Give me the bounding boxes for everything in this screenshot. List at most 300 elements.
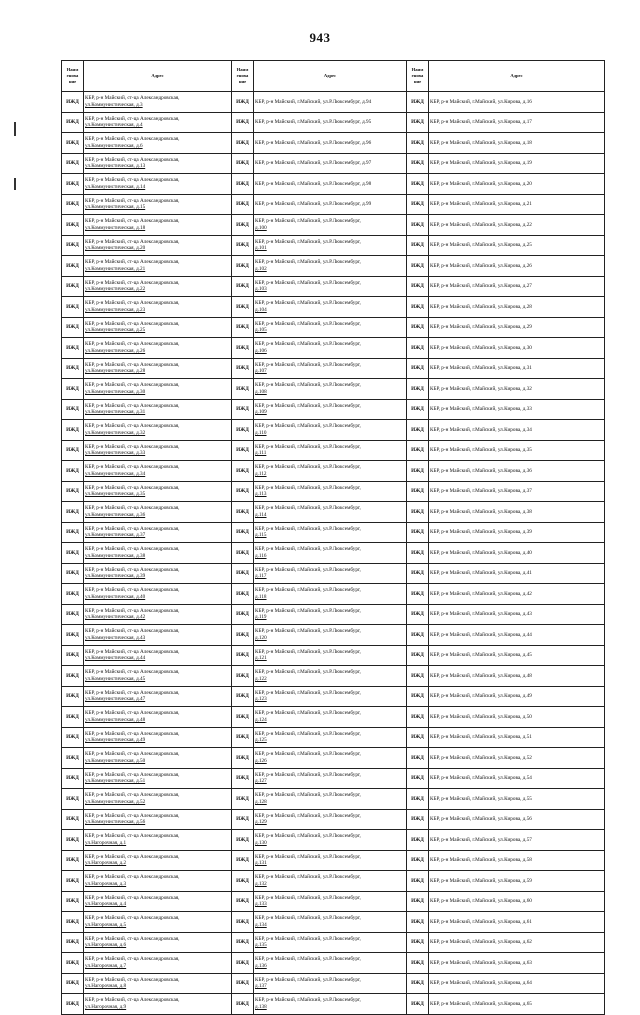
address-line-2: д.129 [255, 819, 267, 826]
address-cell [429, 789, 605, 810]
address-line-2: ул.Нагорочная, д.8 [85, 983, 127, 990]
address-cell [84, 563, 232, 584]
address-cell [84, 92, 232, 113]
property-type-cell: ИЖД [232, 317, 254, 338]
address-cell [254, 748, 407, 769]
property-type-cell: ИЖД [62, 727, 84, 748]
address-cell [84, 645, 232, 666]
address-cell [429, 973, 605, 994]
address-cell [84, 399, 232, 420]
property-type-cell: ИЖД [232, 297, 254, 318]
address-line-1: КБР, р-н Майский, г.Майский, ул.Кирова, д.34 [430, 426, 532, 433]
address-line-1: КБР, р-н Майский, г.Майский, ул.Р.Люксембург, [255, 341, 361, 348]
address-line-2: ул.Нагорочная, д.4 [85, 901, 127, 908]
address-line-1: КБР, р-н Майский, г.Майский, ул.Кирова, д.21 [430, 201, 532, 207]
address-cell [84, 584, 232, 605]
address-cell [429, 194, 605, 215]
address-line-1: КБР, р-н Майский, г.Майский, ул.Кирова, д.50 [430, 713, 532, 720]
address-line-1: КБР, р-н Майский, г.Майский, ул.Р.Люксембург, [255, 874, 361, 881]
address-line-2: ул.Коммунистическая, д.34 [85, 470, 146, 477]
property-type-cell: ИЖД [407, 891, 429, 912]
address-cell [84, 686, 232, 707]
address-cell [429, 461, 605, 482]
address-line-1: КБР, р-н Майский, г.Майский, ул.Р.Люксембург, [255, 238, 361, 245]
address-line-1: КБР, р-н Майский, г.Майский, ул.Р.Люксембург, [255, 689, 361, 696]
address-cell [254, 645, 407, 666]
property-type-cell: ИЖД [232, 461, 254, 482]
address-cell [254, 522, 407, 543]
property-type-cell: ИЖД [407, 645, 429, 666]
address-line-1: КБР, р-н Майский, г.Майский, ул.Кирова, д.18 [430, 139, 532, 146]
address-line-2: д.137 [255, 983, 267, 990]
property-type-cell: ИЖД [407, 973, 429, 994]
property-type-cell: ИЖД [407, 297, 429, 318]
address-cell [254, 481, 407, 502]
property-type-cell: ИЖД [62, 543, 84, 564]
address-cell [84, 543, 232, 564]
address-line-1: КБР, р-н Майский, ст-ца Александровская, [85, 566, 180, 573]
address-line-1: КБР, р-н Майский, г.Майский, ул.Кирова, д.60 [430, 898, 532, 904]
address-line-1: КБР, р-н Майский, ст-ца Александровская, [85, 669, 180, 676]
address-cell [84, 153, 232, 174]
address-line-2: ул.Коммунистическая, д.36 [85, 511, 146, 518]
address-cell [429, 932, 605, 953]
address-line-2: д.109 [255, 409, 267, 416]
address-line-1: КБР, р-н Майский, г.Майский, ул.Кирова, д.45 [430, 652, 532, 658]
table-row [62, 891, 605, 912]
address-line-1: КБР, р-н Майский, г.Майский, ул.Р.Люксембург, д.99 [255, 201, 372, 207]
property-type-cell: ИЖД [62, 625, 84, 646]
address-cell [84, 502, 232, 523]
address-line-1: КБР, р-н Майский, ст-ца Александровская, [85, 730, 180, 737]
address-line-2: д.105 [255, 327, 267, 334]
address-cell [254, 563, 407, 584]
address-line-2: д.110 [255, 429, 267, 436]
address-cell [84, 727, 232, 748]
address-line-1: КБР, р-н Майский, ст-ца Александровская, [85, 505, 180, 512]
address-cell [429, 399, 605, 420]
table-row [62, 584, 605, 605]
address-line-2: ул.Коммунистическая, д.22 [85, 286, 146, 293]
property-type-cell: ИЖД [407, 338, 429, 359]
property-type-cell: ИЖД [407, 358, 429, 379]
address-cell [429, 768, 605, 789]
property-type-cell: ИЖД [407, 707, 429, 728]
address-line-2: ул.Нагорочная, д.6 [85, 942, 127, 949]
address-line-2: ул.Нагорочная, д.5 [85, 921, 127, 928]
address-line-2: д.130 [255, 839, 267, 846]
address-line-2: д.102 [255, 265, 267, 272]
address-cell [429, 912, 605, 933]
address-cell [84, 707, 232, 728]
address-line-2: д.125 [255, 737, 267, 744]
property-type-cell: ИЖД [407, 563, 429, 584]
property-type-cell: ИЖД [62, 871, 84, 892]
property-type-cell: ИЖД [407, 215, 429, 236]
address-cell [254, 235, 407, 256]
property-type-cell: ИЖД [232, 235, 254, 256]
address-line-2: ул.Коммунистическая, д.51 [85, 778, 146, 785]
property-type-cell: ИЖД [232, 727, 254, 748]
property-type-cell: ИЖД [62, 153, 84, 174]
address-cell [84, 256, 232, 277]
address-cell [254, 174, 407, 195]
address-line-2: ул.Коммунистическая, д.32 [85, 429, 146, 436]
address-line-2: ул.Коммунистическая, д.18 [85, 224, 146, 231]
property-type-cell: ИЖД [407, 112, 429, 133]
address-line-1: КБР, р-н Майский, г.Майский, ул.Кирова, д.63 [430, 959, 532, 966]
address-line-2: д.113 [255, 491, 267, 498]
address-line-1: КБР, р-н Майский, г.Майский, ул.Кирова, д.48 [430, 672, 532, 679]
property-type-cell: ИЖД [62, 317, 84, 338]
address-line-1: КБР, р-н Майский, ст-ца Александровская, [85, 361, 180, 368]
property-type-cell: ИЖД [407, 768, 429, 789]
address-line-1: КБР, р-н Майский, ст-ца Александровская, [85, 894, 180, 901]
page-number [0, 30, 640, 46]
property-type-cell: ИЖД [232, 133, 254, 154]
property-type-cell: ИЖД [62, 604, 84, 625]
address-line-1: КБР, р-н Майский, г.Майский, ул.Кирова, д.51 [430, 734, 532, 740]
address-cell [429, 297, 605, 318]
address-line-1: КБР, р-н Майский, г.Майский, ул.Кирова, д.25 [430, 242, 532, 248]
address-line-1: КБР, р-н Майский, г.Майский, ул.Р.Люксембург, [255, 259, 361, 266]
property-type-cell: ИЖД [62, 276, 84, 297]
table-row [62, 358, 605, 379]
address-line-2: ул.Коммунистическая, д.21 [85, 265, 146, 272]
property-type-cell: ИЖД [62, 830, 84, 851]
address-cell [429, 850, 605, 871]
address-line-2: ул.Коммунистическая, д.28 [85, 368, 146, 375]
address-line-1: КБР, р-н Майский, ст-ца Александровская, [85, 833, 180, 840]
address-line-1: КБР, р-н Майский, г.Майский, ул.Р.Люксембург, [255, 997, 361, 1004]
address-line-1: КБР, р-н Майский, г.Майский, ул.Р.Люксембург, д.98 [255, 180, 372, 187]
address-cell [254, 727, 407, 748]
table-row [62, 440, 605, 461]
table-row [62, 789, 605, 810]
address-line-1: КБР, р-н Майский, ст-ца Александровская, [85, 136, 180, 143]
address-line-1: КБР, р-н Майский, ст-ца Александровская, [85, 771, 180, 778]
address-line-1: КБР, р-н Майский, г.Майский, ул.Р.Люксембург, [255, 751, 361, 758]
address-cell [84, 768, 232, 789]
address-line-2: д.131 [255, 860, 267, 867]
address-cell [84, 358, 232, 379]
property-type-cell: ИЖД [62, 686, 84, 707]
address-line-2: ул.Коммунистическая, д.45 [85, 675, 146, 682]
table-row [62, 645, 605, 666]
property-type-cell: ИЖД [407, 379, 429, 400]
property-type-cell: ИЖД [232, 953, 254, 974]
address-line-1: КБР, р-н Майский, г.Майский, ул.Кирова, д.17 [430, 119, 532, 125]
property-type-cell: ИЖД [232, 686, 254, 707]
property-type-cell: ИЖД [62, 235, 84, 256]
address-line-1: КБР, р-н Майский, ст-ца Александровская, [85, 956, 180, 963]
address-cell [254, 461, 407, 482]
address-cell [84, 235, 232, 256]
address-cell [429, 440, 605, 461]
address-line-2: ул.Коммунистическая, д.37 [85, 532, 146, 539]
address-line-2: д.108 [255, 388, 267, 395]
address-line-1: КБР, р-н Майский, г.Майский, ул.Р.Люксембург, [255, 402, 361, 409]
property-type-cell: ИЖД [232, 563, 254, 584]
address-cell [84, 789, 232, 810]
address-line-2: д.107 [255, 368, 267, 375]
address-line-1: КБР, р-н Майский, ст-ца Александровская, [85, 156, 180, 163]
address-line-1: КБР, р-н Майский, г.Майский, ул.Кирова, д.42 [430, 590, 532, 597]
address-line-2: д.114 [255, 511, 267, 518]
property-type-cell: ИЖД [232, 338, 254, 359]
address-line-1: КБР, р-н Майский, г.Майский, ул.Р.Люксембург, [255, 894, 361, 901]
property-type-cell: ИЖД [232, 502, 254, 523]
address-cell [429, 420, 605, 441]
address-cell [84, 912, 232, 933]
table-row [62, 563, 605, 584]
address-line-1: КБР, р-н Майский, ст-ца Александровская, [85, 628, 180, 635]
address-line-1: КБР, р-н Майский, ст-ца Александровская, [85, 607, 180, 614]
property-type-cell: ИЖД [232, 645, 254, 666]
address-line-2: ул.Коммунистическая, д.26 [85, 347, 146, 354]
address-line-1: КБР, р-н Майский, г.Майский, ул.Р.Люксембург, д.96 [255, 139, 372, 146]
address-line-2: д.127 [255, 778, 267, 785]
property-type-cell: ИЖД [232, 584, 254, 605]
table-row [62, 235, 605, 256]
table-row [62, 953, 605, 974]
address-cell [429, 317, 605, 338]
address-cell [429, 809, 605, 830]
table-row [62, 133, 605, 154]
address-cell [429, 645, 605, 666]
property-type-cell: ИЖД [62, 809, 84, 830]
table-row [62, 604, 605, 625]
address-line-1: КБР, р-н Майский, г.Майский, ул.Кирова, д.39 [430, 529, 532, 535]
property-type-cell: ИЖД [407, 850, 429, 871]
address-line-2: д.132 [255, 880, 267, 887]
address-line-2: ул.Коммунистическая, д.44 [85, 655, 146, 662]
table-row [62, 461, 605, 482]
address-line-1: КБР, р-н Майский, г.Майский, ул.Кирова, д.35 [430, 447, 532, 453]
table-row [62, 973, 605, 994]
property-type-cell: ИЖД [407, 153, 429, 174]
address-cell [429, 871, 605, 892]
address-line-1: КБР, р-н Майский, г.Майский, ул.Р.Люксембург, [255, 587, 361, 594]
address-cell [254, 276, 407, 297]
table-row [62, 153, 605, 174]
address-line-2: ул.Коммунистическая, д.6 [85, 142, 143, 149]
address-cell [429, 584, 605, 605]
address-cell [84, 604, 232, 625]
property-type-cell: ИЖД [407, 727, 429, 748]
address-line-2: ул.Коммунистическая, д.42 [85, 614, 146, 621]
property-type-cell: ИЖД [407, 748, 429, 769]
address-line-1: КБР, р-н Майский, ст-ца Александровская, [85, 997, 180, 1004]
table-row [62, 994, 605, 1015]
address-line-2: ул.Коммунистическая, д.48 [85, 716, 146, 723]
property-type-cell: ИЖД [407, 953, 429, 974]
address-line-1: КБР, р-н Майский, г.Майский, ул.Р.Люксембург, [255, 525, 361, 532]
address-line-1: КБР, р-н Майский, ст-ца Александровская, [85, 484, 180, 491]
address-cell [429, 133, 605, 154]
column-header-type: Наим енова ние [407, 61, 429, 92]
property-type-cell: ИЖД [232, 891, 254, 912]
property-type-cell: ИЖД [62, 481, 84, 502]
address-line-1: КБР, р-н Майский, ст-ца Александровская, [85, 935, 180, 942]
address-line-1: КБР, р-н Майский, г.Майский, ул.Кирова, д.29 [430, 324, 532, 330]
property-type-cell: ИЖД [62, 461, 84, 482]
address-line-2: д.133 [255, 901, 267, 908]
table-row [62, 502, 605, 523]
property-type-cell: ИЖД [62, 563, 84, 584]
address-line-2: ул.Коммунистическая, д.43 [85, 634, 146, 641]
address-line-1: КБР, р-н Майский, ст-ца Александровская, [85, 546, 180, 553]
property-type-cell: ИЖД [232, 358, 254, 379]
property-type-cell: ИЖД [407, 830, 429, 851]
property-type-cell: ИЖД [232, 420, 254, 441]
property-type-cell: ИЖД [407, 666, 429, 687]
address-cell [429, 953, 605, 974]
address-cell [429, 92, 605, 113]
address-line-1: КБР, р-н Майский, г.Майский, ул.Р.Люксембург, [255, 607, 361, 614]
property-type-cell: ИЖД [62, 707, 84, 728]
property-type-cell: ИЖД [62, 358, 84, 379]
address-line-1: КБР, р-н Майский, г.Майский, ул.Кирова, д.62 [430, 939, 532, 945]
address-line-2: ул.Коммунистическая, д.15 [85, 204, 146, 211]
address-line-2: ул.Коммунистическая, д.3 [85, 101, 143, 108]
address-cell [429, 830, 605, 851]
property-type-cell: ИЖД [232, 440, 254, 461]
address-cell [429, 358, 605, 379]
address-line-1: КБР, р-н Майский, г.Майский, ул.Р.Люксембург, [255, 853, 361, 860]
address-cell [84, 420, 232, 441]
address-cell [84, 379, 232, 400]
address-cell [429, 276, 605, 297]
address-cell [254, 133, 407, 154]
address-line-1: КБР, р-н Майский, ст-ца Александровская, [85, 464, 180, 471]
address-line-1: КБР, р-н Майский, г.Майский, ул.Кирова, д.44 [430, 631, 532, 638]
property-type-cell: ИЖД [407, 174, 429, 195]
address-line-1: КБР, р-н Майский, ст-ца Александровская, [85, 689, 180, 696]
property-type-cell: ИЖД [232, 768, 254, 789]
property-type-cell: ИЖД [407, 686, 429, 707]
address-cell [254, 830, 407, 851]
property-type-cell: ИЖД [232, 912, 254, 933]
table-row [62, 92, 605, 113]
table-row [62, 932, 605, 953]
address-cell [84, 133, 232, 154]
address-cell [429, 686, 605, 707]
property-type-cell: ИЖД [62, 522, 84, 543]
table-row [62, 850, 605, 871]
address-line-1: КБР, р-н Майский, ст-ца Александровская, [85, 874, 180, 881]
table-row [62, 727, 605, 748]
address-line-1: КБР, р-н Майский, г.Майский, ул.Кирова, д.58 [430, 857, 532, 863]
table-row [62, 276, 605, 297]
address-cell [429, 522, 605, 543]
address-cell [84, 748, 232, 769]
address-cell [254, 850, 407, 871]
address-cell [84, 953, 232, 974]
address-cell [254, 194, 407, 215]
address-line-2: д.136 [255, 962, 267, 969]
address-cell [84, 338, 232, 359]
address-cell [254, 317, 407, 338]
address-line-2: д.126 [255, 757, 267, 764]
address-cell [254, 686, 407, 707]
address-line-1: КБР, р-н Майский, ст-ца Александровская, [85, 300, 180, 307]
address-cell [84, 625, 232, 646]
page-number-text: 943 [309, 30, 331, 45]
address-line-1: КБР, р-н Майский, ст-ца Александровская, [85, 341, 180, 348]
property-type-cell: ИЖД [407, 604, 429, 625]
table-row [62, 379, 605, 400]
address-line-2: д.138 [255, 1003, 267, 1010]
address-line-1: КБР, р-н Майский, г.Майский, ул.Кирова, д.22 [430, 221, 532, 228]
address-cell [254, 953, 407, 974]
address-line-2: д.117 [255, 573, 267, 580]
address-line-1: КБР, р-н Майский, ст-ца Александровская, [85, 915, 180, 922]
address-line-1: КБР, р-н Майский, г.Майский, ул.Кирова, д.49 [430, 693, 532, 699]
address-cell [254, 666, 407, 687]
address-line-1: КБР, р-н Майский, ст-ца Александровская, [85, 792, 180, 799]
address-cell [254, 379, 407, 400]
address-line-2: ул.Коммунистическая, д.4 [85, 122, 143, 129]
property-type-cell: ИЖД [407, 481, 429, 502]
property-type-cell: ИЖД [232, 666, 254, 687]
table-row [62, 686, 605, 707]
address-cell [254, 297, 407, 318]
address-line-1: КБР, р-н Майский, г.Майский, ул.Р.Люксембург, [255, 300, 361, 307]
address-cell [429, 235, 605, 256]
property-type-cell: ИЖД [407, 522, 429, 543]
property-type-cell: ИЖД [407, 543, 429, 564]
address-line-1: КБР, р-н Майский, г.Майский, ул.Кирова, д.43 [430, 611, 532, 617]
address-cell [254, 707, 407, 728]
address-cell [84, 461, 232, 482]
address-cell [254, 584, 407, 605]
address-cell [84, 973, 232, 994]
address-line-2: ул.Нагорочная, д.2 [85, 860, 127, 867]
address-line-1: КБР, р-н Майский, г.Майский, ул.Р.Люксембург, [255, 320, 361, 327]
column-header-address: Адрес [84, 61, 232, 92]
address-cell [254, 604, 407, 625]
address-cell [429, 994, 605, 1015]
property-type-cell: ИЖД [407, 399, 429, 420]
address-line-2: ул.Коммунистическая, д.47 [85, 696, 146, 703]
address-line-2: д.116 [255, 552, 267, 559]
property-type-cell: ИЖД [232, 830, 254, 851]
table-row [62, 481, 605, 502]
address-line-1: КБР, р-н Майский, г.Майский, ул.Р.Люксембург, [255, 423, 361, 430]
address-cell [429, 256, 605, 277]
address-cell [254, 543, 407, 564]
address-line-1: КБР, р-н Майский, г.Майский, ул.Р.Люксембург, [255, 382, 361, 389]
property-type-cell: ИЖД [407, 276, 429, 297]
address-cell [84, 850, 232, 871]
address-line-2: ул.Коммунистическая, д.56 [85, 819, 146, 826]
address-line-1: КБР, р-н Майский, ст-ца Александровская, [85, 382, 180, 389]
address-cell [254, 440, 407, 461]
address-cell [84, 174, 232, 195]
table-body [62, 92, 605, 1015]
address-line-1: КБР, р-н Майский, г.Майский, ул.Р.Люксембург, [255, 669, 361, 676]
address-cell [429, 112, 605, 133]
address-line-1: КБР, р-н Майский, г.Майский, ул.Р.Люксембург, [255, 935, 361, 942]
property-type-cell: ИЖД [232, 215, 254, 236]
address-line-1: КБР, р-н Майский, ст-ца Александровская, [85, 115, 180, 122]
address-line-1: КБР, р-н Майский, г.Майский, ул.Кирова, д.33 [430, 406, 532, 412]
address-line-2: д.120 [255, 634, 267, 641]
property-type-cell: ИЖД [62, 932, 84, 953]
property-type-cell: ИЖД [407, 912, 429, 933]
address-line-1: КБР, р-н Майский, г.Майский, ул.Кирова, д.31 [430, 365, 532, 371]
